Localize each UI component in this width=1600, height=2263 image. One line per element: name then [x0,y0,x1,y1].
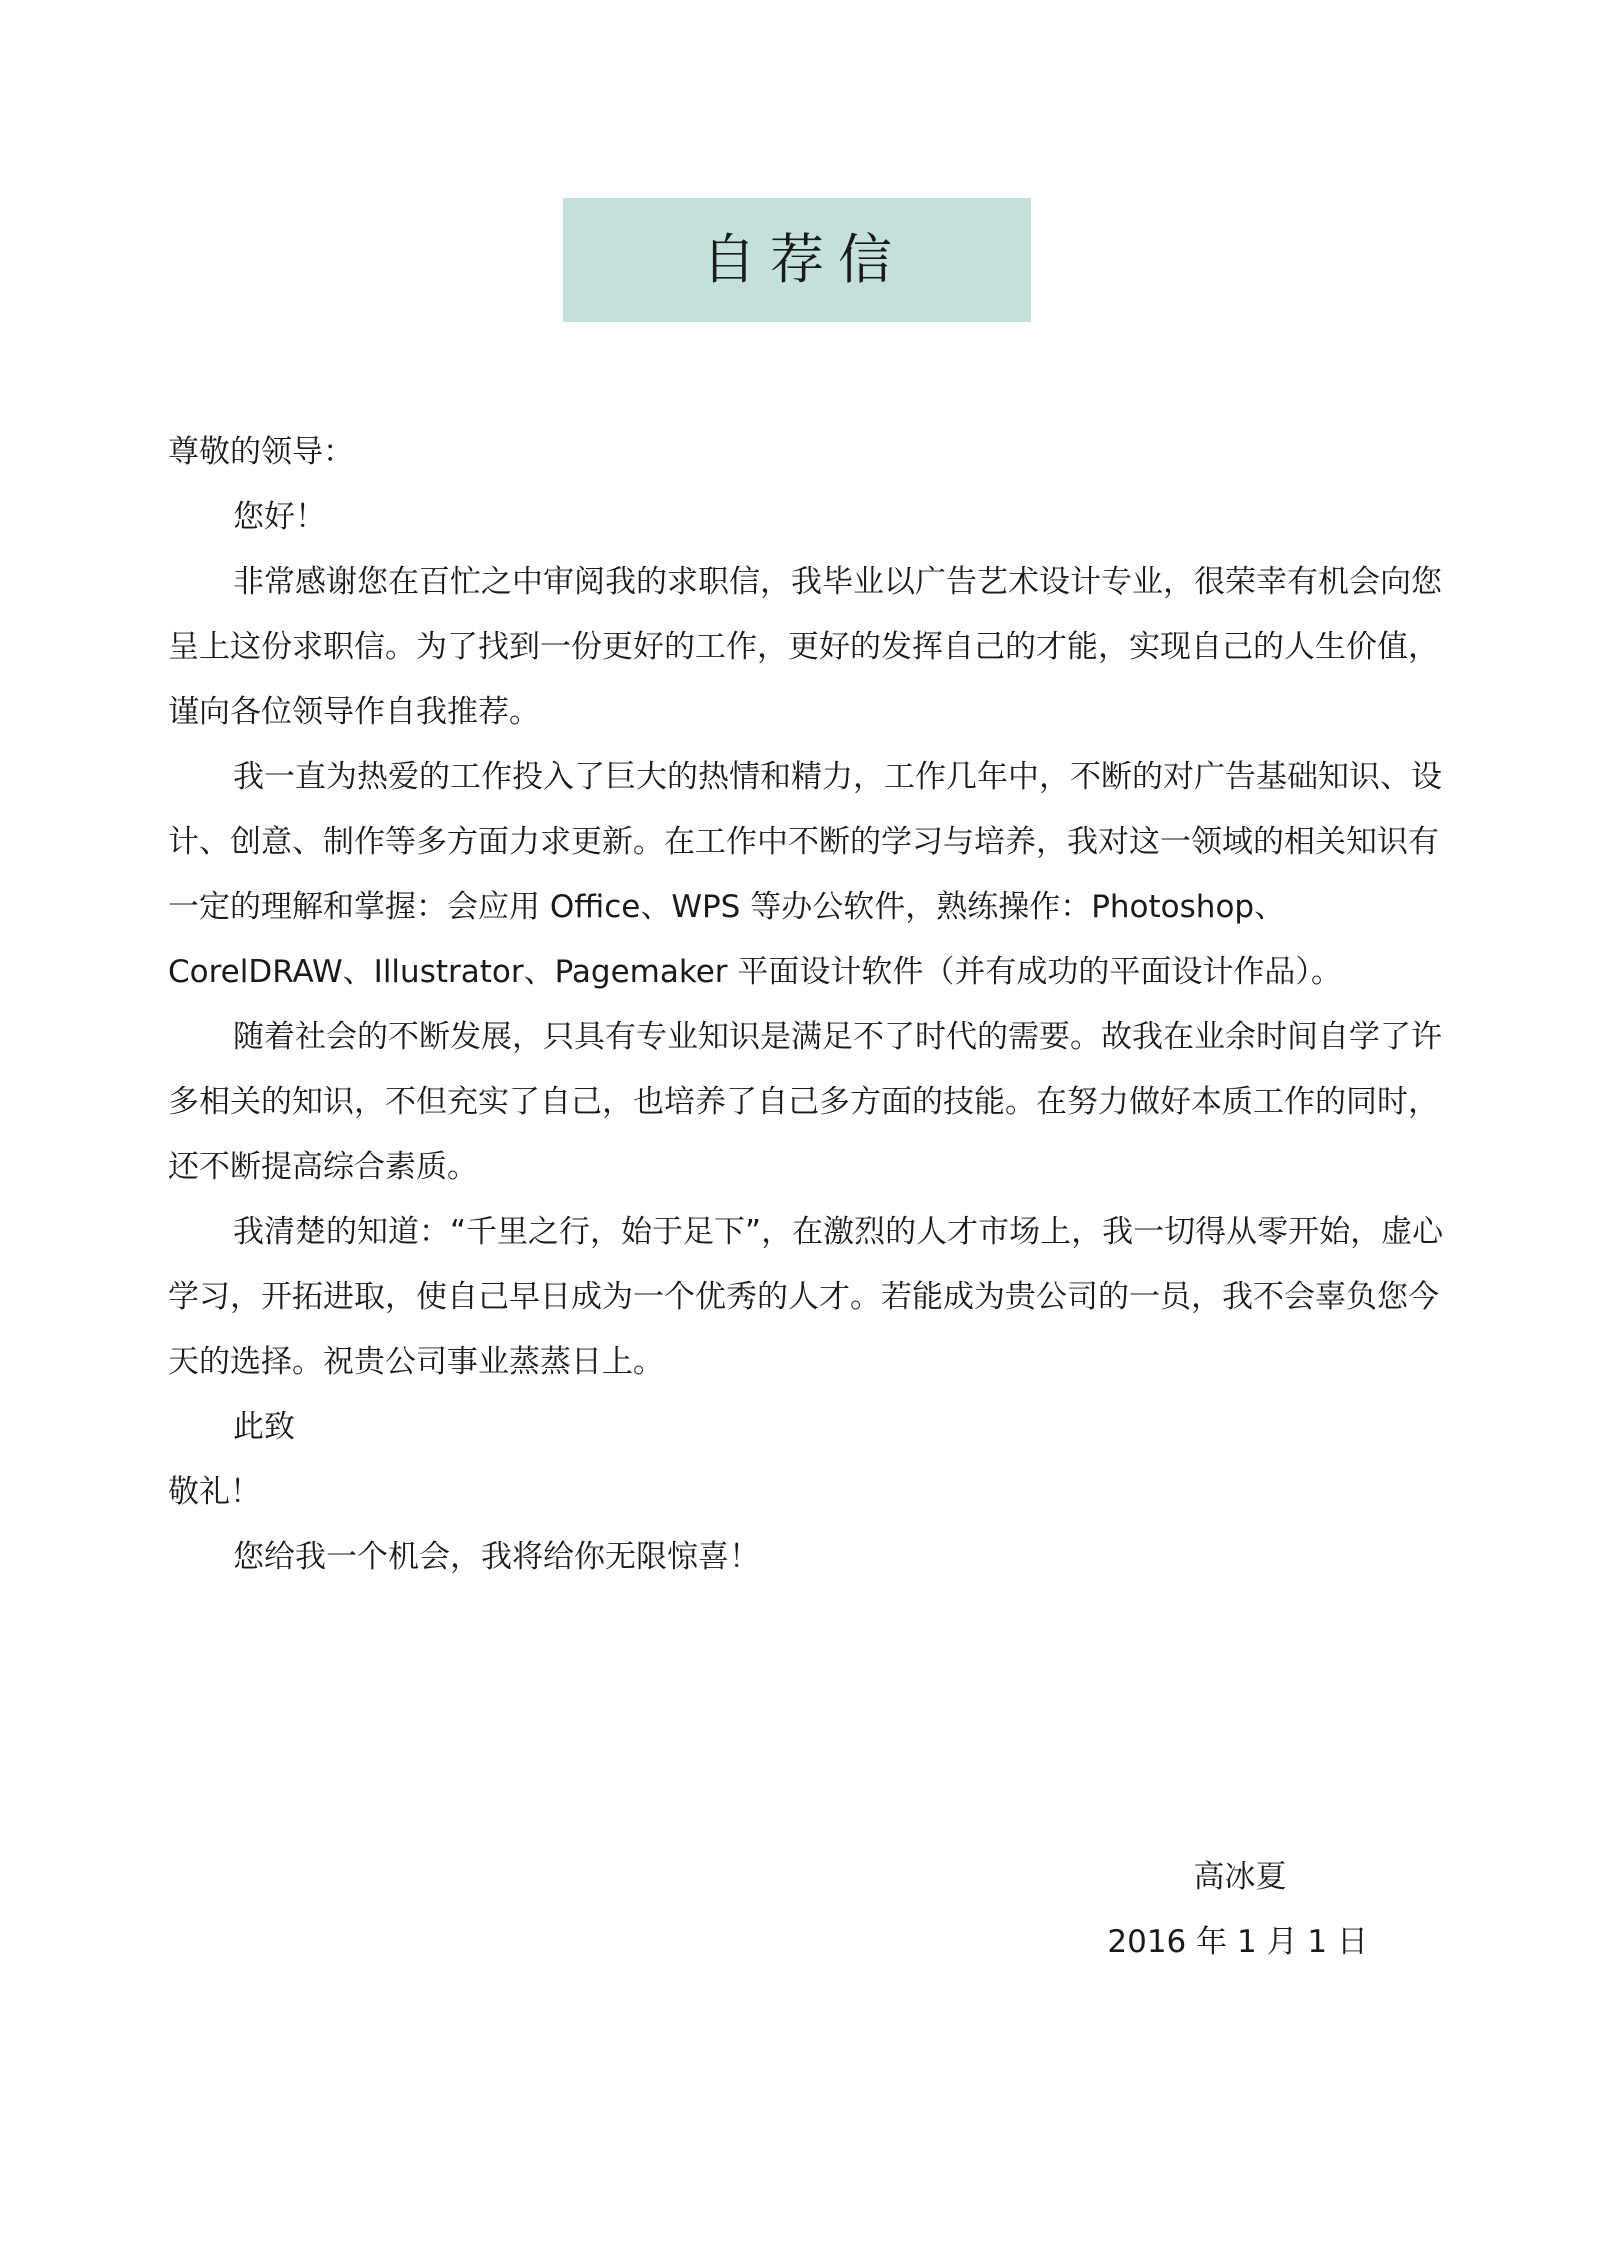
paragraph-skills: 我一直为热爱的工作投入了巨大的热情和精力，工作几年中，不断的对广告基础知识、设计、创意、制作等多方面力求更新。在工作中不断的学习与培养，我对这一领域的相关知识有一定的理解和掌握：会应用 Office、WPS 等办公软件，熟练操作：Photoshop、CorelDRAW、Illustrator、Pagemaker 平面设计软件（并有成功的平面设计作品）。 [168,759,1442,990]
signature-name: 高冰夏 [1193,1859,1287,1895]
letter-body [168,420,1468,1590]
title-banner [563,198,1031,322]
paragraph-commitment: 我清楚的知道：“千里之行，始于足下”，在激烈的人才市场上，我一切得从零开始，虚心学习，开拓进取，使自己早日成为一个优秀的人才。若能成为贵公司的一员，我不会辜负您今天的选择。祝贵公司事业蒸蒸日上。 [168,1214,1444,1380]
postscript: 您给我一个机会，我将给你无限惊喜！ [233,1539,760,1575]
signature-date: 2016 年 1 月 1 日 [1107,1924,1368,1960]
greeting: 您好！ [233,499,326,535]
salutation: 尊敬的领导： [168,434,354,470]
closing-salute: 敬礼！ [168,1474,261,1510]
paragraph-intro: 非常感谢您在百忙之中审阅我的求职信，我毕业以广告艺术设计专业，很荣幸有机会向您呈上这份求职信。为了找到一份更好的工作，更好的发挥自己的才能，实现自己的人生价值，谨向各位领导作自我推荐。 [168,564,1442,730]
signature-block [1080,1845,1400,1975]
paragraph-development: 随着社会的不断发展，只具有专业知识是满足不了时代的需要。故我在业余时间自学了许多相关的知识，不但充实了自己，也培养了自己多方面的技能。在努力做好本质工作的同时，还不断提高综合素质。 [168,1019,1442,1185]
closing-line: 此致 [233,1409,295,1445]
document-title: 自荐信 [702,228,906,291]
